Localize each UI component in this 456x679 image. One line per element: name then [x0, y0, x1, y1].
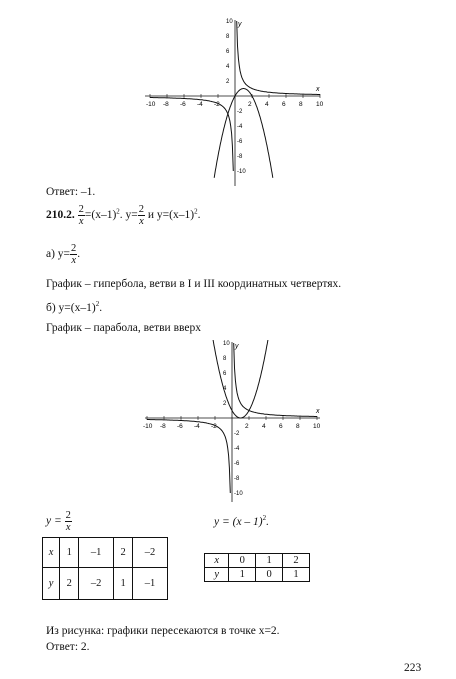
y-tick-label: 6: [226, 49, 230, 55]
y-tick-label: -2: [234, 431, 240, 437]
x-tick-label: -6: [177, 423, 183, 430]
table-row: y 1 0 1: [205, 568, 310, 582]
x-tick-label: -10: [143, 423, 153, 430]
table-row: x 1 –1 2 –2: [43, 538, 168, 568]
graph-1: [140, 18, 325, 188]
upward-parabola: [212, 340, 268, 418]
y-tick-label: -2: [237, 109, 243, 115]
x-axis-label: x: [316, 86, 320, 93]
hyperbola-branch-3: [150, 98, 233, 172]
x-tick-label: -4: [197, 101, 203, 108]
hyperbola-branch-1: [237, 21, 320, 95]
table-row: y 2 –2 1 –1: [43, 568, 168, 600]
x-tick-label: 2: [248, 101, 252, 108]
x-tick-label: -8: [160, 423, 166, 430]
y-tick-label: 2: [223, 401, 227, 407]
value-table-1: [42, 537, 168, 600]
conclusion: Из рисунка: графики пересекаются в точке x=2.: [46, 625, 280, 637]
x-tick-label: -10: [146, 101, 156, 108]
y-tick-label: 6: [223, 371, 227, 377]
x-tick-label: -6: [180, 101, 186, 108]
x-tick-label: -2: [214, 101, 220, 108]
y-tick-label: -10: [234, 491, 243, 497]
x-tick-label: 10: [316, 101, 324, 108]
answer-1: Ответ: –1.: [46, 186, 96, 198]
downward-parabola: [214, 89, 273, 178]
x-tick-label: -4: [194, 423, 200, 430]
y-tick-label: 4: [223, 386, 227, 392]
x-tick-label: 4: [265, 101, 269, 108]
part-b-description: График – парабола, ветви вверх: [46, 322, 201, 334]
y-tick-label: -6: [234, 461, 240, 467]
part-a-description: График – гипербола, ветви в I и III координатных четвертях.: [46, 278, 342, 290]
part-b: б) $y=(x-1)^2$.: [46, 300, 103, 314]
x-tick-label: 10: [313, 423, 321, 430]
y-tick-label: -4: [234, 446, 240, 452]
y-tick-label: -4: [237, 124, 243, 130]
y-axis-label: y: [235, 343, 239, 350]
x-tick-label: 8: [299, 101, 303, 108]
table-1-label: y = $\frac{2}{x}$: [46, 510, 71, 534]
x-axis-label: x: [316, 408, 320, 415]
fraction: $\frac{2}{x}$: [78, 204, 84, 228]
y-tick-label: 10: [223, 341, 230, 347]
x-tick-label: -2: [211, 423, 217, 430]
x-tick-label: 6: [279, 423, 283, 430]
problem-statement: 210.2. $\frac{2}{x}$ $=(x-1)^2$. y= $\frac{2}{x}$ и $y=(x-1)^2$.: [46, 204, 201, 228]
hyperbola-branch-3: [147, 420, 230, 494]
problem-number: 210.2.: [46, 209, 75, 222]
y-tick-label: -6: [237, 139, 243, 145]
y-tick-label: 4: [226, 64, 230, 70]
y-tick-label: 10: [226, 19, 233, 25]
y-tick-label: 8: [223, 356, 227, 362]
x-tick-label: 8: [296, 423, 300, 430]
page-number: 223: [404, 662, 422, 674]
x-tick-label: -8: [163, 101, 169, 108]
y-tick-label: 8: [226, 34, 230, 40]
hyperbola-branch-1: [234, 343, 317, 417]
x-tick-label: 6: [282, 101, 286, 108]
y-tick-label: -8: [237, 154, 243, 160]
x-tick-label: 4: [262, 423, 266, 430]
y-tick-label: -8: [234, 476, 240, 482]
value-table-2: [204, 553, 310, 582]
table-2-label: y = (x – 1)$^2$.: [214, 514, 270, 528]
x-tick-label: 2: [245, 423, 249, 430]
y-tick-label: -10: [237, 169, 246, 175]
y-axis-label: y: [238, 21, 242, 28]
graph-2: [140, 340, 325, 505]
table-row: x 0 1 2: [205, 554, 310, 568]
y-tick-label: 2: [226, 79, 230, 85]
answer-2: Ответ: 2.: [46, 641, 90, 653]
part-a: а) y= $\frac{2}{x}$ .: [46, 243, 81, 267]
